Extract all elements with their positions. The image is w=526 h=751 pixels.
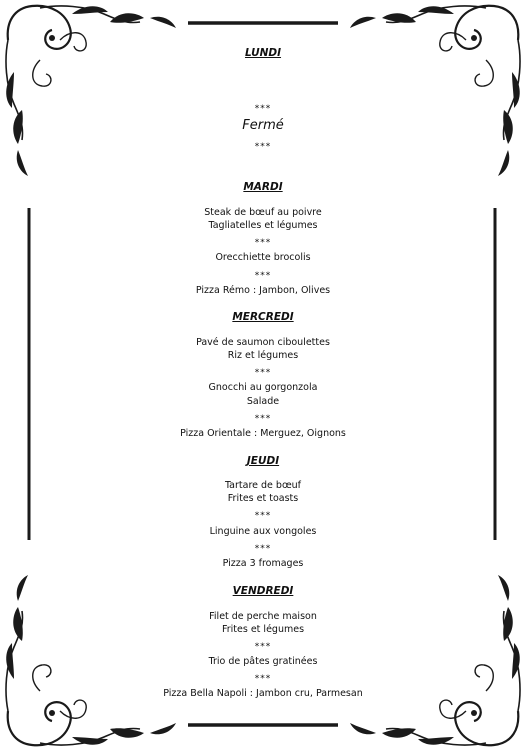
dish-line: Frites et légumes	[221, 624, 305, 635]
dish-line: Pavé de saumon ciboulettes	[196, 337, 330, 348]
dish-line: Filet de perche maison	[209, 611, 317, 622]
day-heading-vendredi: VENDREDI	[232, 585, 294, 597]
dish-line: Pizza Rémo : Jambon, Olives	[195, 285, 331, 296]
separator: ***	[254, 511, 272, 521]
dish-line: Riz et légumes	[227, 350, 299, 361]
separator: ***	[254, 414, 272, 424]
dish-line: Orecchiette brocolis	[215, 252, 311, 263]
dish-line: Frites et toasts	[227, 493, 299, 504]
separator: ***	[254, 642, 272, 652]
separator: ***	[254, 368, 272, 378]
separator: ***	[254, 544, 272, 554]
dish-line: Linguine aux vongoles	[209, 526, 317, 537]
dish-line: Pizza 3 fromages	[222, 558, 304, 569]
dish-line: Gnocchi au gorgonzola	[208, 382, 318, 393]
dish-line: Salade	[246, 396, 280, 407]
dish-line: Tagliatelles et légumes	[208, 220, 318, 231]
day-heading-jeudi: JEUDI	[246, 455, 280, 467]
separator: ***	[254, 142, 272, 152]
dish-line: Trio de pâtes gratinées	[208, 656, 318, 667]
dish-line: Steak de bœuf au poivre	[204, 207, 322, 218]
closed-label: Fermé	[242, 118, 284, 133]
separator: ***	[254, 238, 272, 248]
day-heading-mardi: MARDI	[243, 181, 283, 193]
separator: ***	[254, 104, 272, 114]
dish-line: Tartare de bœuf	[224, 480, 302, 491]
dish-line: Pizza Orientale : Merguez, Oignons	[180, 428, 346, 439]
dish-line: Pizza Bella Napoli : Jambon cru, Parmesan	[163, 688, 363, 699]
separator: ***	[254, 674, 272, 684]
day-heading-lundi: LUNDI	[244, 47, 282, 59]
separator: ***	[254, 271, 272, 281]
day-heading-mercredi: MERCREDI	[232, 311, 294, 323]
